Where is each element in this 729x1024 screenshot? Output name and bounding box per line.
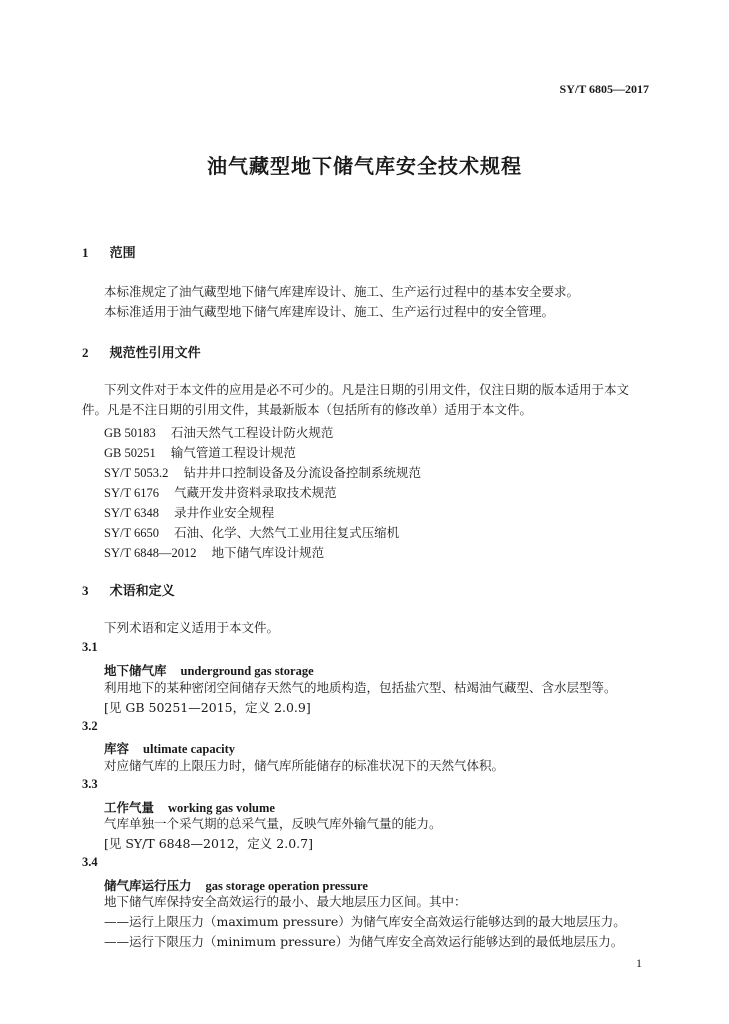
reference-item: [104, 522, 399, 541]
term-chinese: 库容: [104, 741, 130, 756]
reference-title: 地下储气库设计规范: [211, 545, 325, 560]
term-heading: [104, 875, 368, 894]
paragraph: 件。凡是不注日期的引用文件，其最新版本（包括所有的修改单）适用于本文件。: [82, 402, 533, 417]
paragraph: 下列文件对于本文件的应用是必不可少的。凡是注日期的引用文件，仅注日期的版本适用于本文: [104, 382, 630, 397]
reference-code: GB 50251: [104, 446, 156, 460]
reference-title: 钻井井口控制设备及分流设备控制系统规范: [183, 465, 421, 480]
reference-item: [104, 482, 337, 501]
reference-title: 气藏开发井资料录取技术规范: [174, 485, 337, 500]
section-title: 术语和定义: [109, 584, 175, 599]
term-definition: 利用地下的某种密闭空间储存天然气的地质构造，包括盐穴型、枯竭油气藏型、含水层型等。: [104, 680, 617, 695]
list-item: ——运行上限压力（maximum pressure）为储气库安全高效运行能够达到的最大地层压力。: [104, 914, 626, 929]
reference-item: [104, 502, 274, 521]
term-number: 3.3: [82, 777, 98, 791]
paragraph: 下列术语和定义适用于本文件。: [104, 620, 280, 635]
reference-item: [104, 422, 333, 441]
term-heading: [104, 797, 275, 816]
term-heading: [104, 660, 314, 679]
section-number: 3: [82, 583, 89, 598]
term-definition: 对应储气库的上限压力时，储气库所能储存的标准状况下的天然气体积。: [104, 758, 505, 773]
term-definition: 气库单独一个采气期的总采气量，反映气库外输气量的能力。: [104, 816, 442, 831]
section-title: 规范性引用文件: [109, 346, 201, 361]
reference-item: [104, 462, 421, 481]
term-english: ultimate capacity: [143, 742, 236, 756]
term-number: 3.1: [82, 640, 98, 654]
section-number: 2: [82, 345, 89, 360]
list-item: ——运行下限压力（minimum pressure）为储气库安全高效运行能够达到的最低地层压力。: [104, 934, 624, 949]
term-heading: [104, 738, 235, 757]
section-1-heading: [82, 242, 136, 261]
reference-code: GB 50183: [104, 426, 156, 440]
term-source: [见 GB 50251—2015，定义 2.0.9]: [104, 700, 311, 715]
term-english: gas storage operation pressure: [205, 879, 368, 893]
reference-title: 输气管道工程设计规范: [170, 445, 296, 460]
term-definition: 地下储气库保持安全高效运行的最小、最大地层压力区间。其中：: [104, 894, 467, 909]
reference-code: SY/T 6650: [104, 526, 159, 540]
reference-title: 录井作业安全规程: [174, 505, 275, 520]
page-number: 1: [636, 956, 642, 970]
term-source: [见 SY/T 6848—2012，定义 2.0.7]: [104, 836, 313, 851]
reference-item: [104, 442, 296, 461]
reference-code: SY/T 6348: [104, 506, 159, 520]
reference-code: SY/T 6848—2012: [104, 546, 197, 560]
reference-title: 石油天然气工程设计防火规范: [170, 425, 334, 440]
document-title: 油气藏型地下储气库安全技术规程: [207, 154, 522, 178]
reference-title: 石油、化学、大然气工业用往复式压缩机: [174, 525, 400, 540]
term-chinese: 储气库运行压力: [104, 878, 192, 893]
reference-code: SY/T 5053.2: [104, 466, 169, 480]
paragraph: 本标准适用于油气藏型地下储气库建库设计、施工、生产运行过程中的安全管理。: [104, 304, 555, 319]
section-2-heading: [82, 342, 201, 361]
standard-number: SY/T 6805—2017: [559, 82, 649, 96]
reference-item: [104, 542, 324, 561]
section-3-heading: [82, 580, 175, 599]
term-english: underground gas storage: [180, 664, 314, 678]
section-title: 范围: [109, 246, 136, 261]
term-number: 3.2: [82, 719, 98, 733]
section-number: 1: [82, 245, 89, 260]
paragraph: 本标准规定了油气藏型地下储气库建库设计、施工、生产运行过程中的基本安全要求。: [104, 284, 580, 299]
reference-code: SY/T 6176: [104, 486, 159, 500]
term-number: 3.4: [82, 855, 98, 869]
term-chinese: 工作气量: [104, 800, 155, 815]
term-chinese: 地下储气库: [104, 663, 167, 678]
term-english: working gas volume: [168, 801, 275, 815]
